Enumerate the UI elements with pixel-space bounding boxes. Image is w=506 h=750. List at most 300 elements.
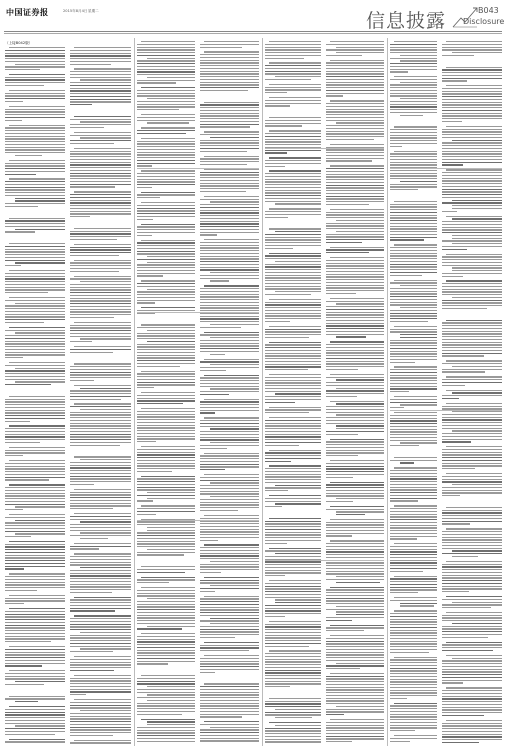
body-text-line	[390, 58, 437, 59]
body-text-line	[137, 678, 195, 679]
body-text-line	[442, 742, 479, 743]
body-text-line	[390, 662, 437, 663]
body-text-line	[5, 709, 65, 710]
body-text-line	[5, 346, 65, 347]
body-text-line	[265, 412, 309, 413]
body-text-line	[137, 416, 195, 417]
body-text-line	[137, 173, 195, 174]
body-text-line	[442, 463, 502, 464]
body-text-line	[80, 521, 131, 522]
body-text-line	[9, 106, 65, 107]
body-text-line	[390, 247, 437, 248]
body-text-line	[200, 121, 259, 122]
body-text-line	[70, 581, 131, 582]
body-text-line	[265, 434, 321, 435]
body-text-line	[70, 99, 131, 100]
body-text-line	[400, 442, 437, 443]
body-text-line	[442, 586, 502, 587]
body-text-line	[80, 648, 131, 649]
body-text-line	[326, 412, 384, 413]
body-text-line	[265, 264, 321, 265]
body-text-line	[210, 354, 225, 355]
body-text-line	[70, 651, 113, 652]
body-text-line	[394, 41, 437, 42]
body-text-line	[265, 248, 293, 249]
body-text-line	[265, 532, 321, 533]
body-text-line	[5, 584, 65, 585]
body-text-line	[5, 600, 65, 601]
body-text-line	[390, 153, 437, 154]
body-text-line	[326, 117, 384, 118]
body-text-line	[200, 607, 259, 608]
body-text-line	[137, 157, 195, 158]
body-text-line	[5, 50, 65, 51]
body-text-line	[442, 663, 502, 664]
body-text-line	[70, 412, 131, 413]
body-text-line	[137, 457, 195, 458]
body-text-line	[147, 530, 195, 531]
body-text-line	[326, 271, 384, 272]
body-text-line	[200, 345, 259, 346]
body-text-line	[442, 492, 502, 493]
body-text-line	[442, 194, 502, 195]
body-text-line	[70, 546, 131, 547]
body-text-line	[330, 719, 384, 720]
body-text-line	[70, 159, 131, 160]
body-text-line	[141, 446, 195, 447]
table-rule	[390, 410, 502, 411]
body-text-line	[442, 626, 502, 627]
body-text-line	[5, 455, 23, 456]
body-text-line	[200, 218, 259, 219]
body-text-line	[265, 730, 321, 731]
body-text-line	[326, 185, 384, 186]
body-text-line	[141, 476, 195, 477]
body-text-line	[326, 698, 384, 699]
body-text-line	[265, 733, 321, 734]
body-text-line	[5, 365, 65, 366]
body-text-line	[394, 505, 437, 506]
body-text-line	[442, 385, 465, 386]
body-text-line	[442, 325, 502, 326]
body-text-line	[269, 417, 321, 418]
body-text-line	[326, 714, 344, 715]
body-text-line	[390, 359, 437, 360]
body-text-line	[269, 228, 321, 229]
body-text-line	[390, 695, 437, 696]
body-text-line	[265, 136, 321, 137]
body-text-line	[452, 602, 502, 603]
body-text-line	[200, 534, 259, 535]
body-text-line	[137, 357, 195, 358]
body-text-line	[200, 697, 259, 698]
body-text-line	[137, 692, 195, 693]
body-text-line	[5, 582, 65, 583]
body-text-line	[200, 316, 259, 317]
body-text-line	[137, 441, 156, 442]
body-text-line	[265, 624, 321, 625]
body-text-line	[390, 445, 419, 446]
body-text-line	[70, 71, 131, 72]
body-text-line	[265, 163, 321, 164]
body-text-line	[147, 289, 195, 290]
body-text-line	[200, 666, 259, 667]
body-text-line	[70, 390, 131, 391]
body-text-line	[326, 350, 384, 351]
body-text-line	[74, 385, 131, 386]
body-text-line	[390, 705, 437, 706]
body-text-line	[74, 699, 131, 700]
body-text-line	[137, 730, 195, 731]
body-text-line	[147, 694, 195, 695]
body-text-line	[326, 179, 384, 180]
body-text-line	[265, 550, 321, 551]
body-text-line	[137, 425, 195, 426]
body-text-line	[5, 305, 65, 306]
body-text-line	[442, 701, 502, 702]
body-text-line	[446, 561, 502, 562]
page-code: B043	[478, 6, 499, 15]
body-text-line	[390, 565, 437, 566]
body-text-line	[5, 379, 65, 380]
body-text-line	[70, 713, 131, 714]
body-text-line	[74, 47, 131, 48]
body-text-line	[390, 239, 424, 240]
body-text-line	[9, 670, 65, 671]
body-text-line	[265, 337, 309, 338]
body-text-line	[390, 304, 437, 305]
body-text-line	[390, 109, 437, 110]
body-text-line	[70, 524, 131, 525]
body-text-line	[147, 598, 195, 599]
body-text-line	[137, 460, 195, 461]
body-text-line	[442, 134, 502, 135]
body-text-line	[265, 310, 321, 311]
body-text-line	[137, 535, 195, 536]
body-text-line	[390, 568, 437, 569]
body-text-line	[394, 280, 437, 281]
body-text-line	[137, 219, 153, 220]
body-text-line	[442, 599, 502, 600]
body-text-line	[70, 271, 119, 272]
body-text-line	[70, 629, 131, 630]
body-text-line	[390, 275, 422, 276]
body-text-line	[265, 739, 321, 740]
body-text-line	[5, 184, 65, 185]
body-text-line	[15, 229, 65, 230]
body-text-line	[442, 151, 502, 152]
body-text-line	[442, 44, 502, 45]
body-text-line	[265, 653, 321, 654]
body-text-line	[147, 700, 195, 701]
body-text-line	[5, 189, 65, 190]
body-text-line	[200, 455, 259, 456]
body-text-line	[390, 269, 437, 270]
body-text-line	[137, 609, 195, 610]
body-text-line	[70, 445, 120, 446]
body-text-line	[15, 506, 65, 507]
body-text-line	[5, 284, 65, 285]
body-text-line	[390, 47, 437, 48]
body-text-line	[442, 363, 502, 364]
body-text-line	[390, 460, 437, 461]
body-text-line	[326, 665, 384, 666]
body-text-line	[70, 573, 131, 574]
body-text-line	[442, 398, 459, 399]
body-text-line	[200, 499, 259, 500]
body-text-line	[336, 576, 384, 577]
body-text-line	[5, 627, 65, 628]
body-text-line	[200, 466, 259, 467]
body-text-line	[137, 606, 195, 607]
body-text-line	[336, 611, 384, 612]
body-text-line	[390, 638, 437, 639]
body-text-line	[70, 96, 131, 97]
body-text-line	[442, 617, 502, 618]
body-text-line	[326, 234, 384, 235]
body-text-line	[5, 281, 65, 282]
body-text-line	[204, 332, 259, 333]
body-text-line	[265, 523, 321, 524]
body-text-line	[326, 727, 384, 728]
body-text-line	[200, 126, 250, 127]
body-text-line	[326, 293, 356, 294]
body-text-line	[326, 68, 384, 69]
body-text-line	[210, 388, 259, 389]
body-text-line	[5, 292, 48, 293]
body-text-line	[5, 203, 65, 204]
body-text-line	[137, 141, 195, 142]
body-text-line	[390, 730, 415, 731]
body-text-line	[5, 319, 65, 320]
body-text-line	[5, 246, 65, 247]
body-text-line	[70, 680, 131, 681]
body-text-line	[5, 165, 65, 166]
body-text-line	[265, 272, 321, 273]
body-text-line	[70, 333, 131, 334]
body-text-line	[446, 507, 502, 508]
body-text-line	[275, 393, 321, 394]
body-text-line	[326, 331, 384, 332]
body-text-line	[390, 716, 437, 717]
body-text-line	[200, 145, 259, 146]
body-text-line	[204, 577, 259, 578]
body-text-line	[442, 145, 502, 146]
body-text-line	[137, 500, 153, 501]
body-text-line	[326, 551, 384, 552]
body-text-line	[74, 322, 131, 323]
body-text-line	[336, 303, 384, 304]
body-text-line	[5, 479, 49, 480]
body-text-line	[452, 235, 502, 236]
body-text-line	[70, 369, 131, 370]
body-text-line	[80, 567, 131, 568]
body-text-line	[200, 634, 259, 635]
body-text-line	[390, 228, 437, 229]
body-text-line	[400, 98, 437, 99]
body-text-line	[265, 629, 321, 630]
body-text-line	[70, 262, 131, 263]
body-text-line	[390, 95, 437, 96]
body-text-line	[70, 705, 131, 706]
body-text-line	[200, 407, 259, 408]
body-text-line	[452, 218, 502, 219]
body-text-line	[5, 376, 65, 377]
body-text-line	[5, 265, 21, 266]
body-text-line	[442, 221, 502, 222]
body-text-line	[74, 675, 131, 676]
body-text-line	[5, 276, 65, 277]
body-text-line	[442, 660, 502, 661]
body-text-line	[390, 508, 437, 509]
body-text-line	[326, 568, 384, 569]
body-text-line	[74, 615, 131, 616]
body-text-line	[137, 641, 195, 642]
body-text-line	[275, 261, 321, 262]
body-text-line	[390, 525, 437, 526]
body-text-line	[5, 638, 65, 639]
body-text-line	[452, 366, 502, 367]
body-text-line	[265, 597, 321, 598]
body-text-line	[74, 228, 131, 229]
body-text-line	[326, 692, 384, 693]
body-text-line	[452, 297, 502, 298]
body-text-line	[70, 689, 131, 690]
body-text-line	[200, 469, 225, 470]
body-text-line	[330, 506, 384, 507]
body-text-line	[442, 159, 502, 160]
body-text-line	[200, 694, 259, 695]
body-text-line	[326, 638, 384, 639]
body-text-line	[5, 622, 65, 623]
body-text-line	[326, 595, 384, 596]
body-text-line	[390, 560, 437, 561]
body-text-line	[326, 617, 384, 618]
body-text-line	[137, 449, 195, 450]
body-text-line	[200, 461, 259, 462]
body-text-line	[446, 320, 502, 321]
body-text-line	[200, 732, 259, 733]
body-text-line	[5, 181, 65, 182]
body-text-line	[442, 178, 502, 179]
body-text-line	[442, 121, 462, 122]
body-text-line	[200, 291, 259, 292]
body-text-line	[442, 328, 502, 329]
body-text-line	[326, 279, 384, 280]
body-text-line	[70, 208, 131, 209]
body-text-line	[5, 69, 40, 70]
body-text-line	[326, 182, 384, 183]
body-text-line	[265, 626, 321, 627]
body-text-line	[400, 55, 437, 56]
body-text-line	[390, 220, 437, 221]
body-text-line	[147, 330, 195, 331]
body-text-line	[390, 522, 437, 523]
body-text-line	[442, 650, 493, 651]
body-text-line	[265, 380, 321, 381]
body-text-line	[15, 681, 65, 682]
body-text-line	[390, 93, 437, 94]
body-text-line	[326, 71, 384, 72]
body-text-line	[70, 205, 131, 206]
body-text-line	[442, 734, 502, 735]
body-text-line	[265, 355, 321, 356]
body-text-line	[200, 223, 259, 224]
body-text-line	[200, 620, 259, 621]
body-text-line	[390, 140, 437, 141]
body-text-line	[5, 223, 65, 224]
body-text-line	[204, 453, 259, 454]
body-text-line	[137, 554, 184, 555]
body-text-line	[70, 90, 131, 91]
body-text-line	[70, 716, 131, 717]
body-text-line	[70, 211, 131, 212]
body-text-line	[5, 174, 36, 175]
body-text-line	[442, 75, 502, 76]
body-text-line	[5, 663, 65, 664]
body-text-line	[265, 214, 321, 215]
body-text-line	[141, 138, 195, 139]
body-text-line	[70, 330, 131, 331]
body-text-line	[326, 668, 360, 669]
body-text-line	[70, 462, 131, 463]
body-text-line	[400, 82, 437, 83]
body-text-line	[265, 583, 321, 584]
body-text-line	[70, 327, 131, 328]
body-text-line	[265, 575, 285, 576]
body-text-line	[204, 721, 259, 722]
body-text-line	[147, 724, 195, 725]
body-text-line	[70, 284, 131, 285]
body-text-line	[265, 358, 321, 359]
body-text-line	[442, 164, 463, 165]
body-text-line	[442, 371, 485, 372]
body-text-line	[326, 263, 384, 264]
body-text-line	[442, 417, 502, 418]
body-text-line	[70, 465, 131, 466]
body-text-line	[5, 495, 65, 496]
body-text-line	[326, 546, 384, 547]
body-text-line	[336, 379, 384, 380]
body-text-line	[390, 255, 437, 256]
body-text-line	[5, 676, 65, 677]
body-text-line	[390, 536, 437, 537]
body-text-line	[80, 281, 131, 282]
body-text-line	[326, 290, 384, 291]
body-text-line	[442, 512, 502, 513]
body-text-line	[70, 352, 113, 353]
body-text-line	[200, 647, 259, 648]
body-text-line	[326, 549, 384, 550]
body-text-line	[326, 228, 384, 229]
body-text-line	[200, 185, 259, 186]
body-text-line	[5, 354, 65, 355]
body-text-line	[326, 573, 384, 574]
body-text-line	[442, 256, 502, 257]
body-text-line	[390, 250, 437, 251]
body-text-line	[5, 734, 55, 735]
body-text-line	[442, 518, 502, 519]
body-text-line	[400, 462, 414, 463]
body-text-line	[326, 106, 384, 107]
body-text-line	[326, 495, 384, 496]
body-text-line	[390, 237, 437, 238]
body-text-line	[442, 460, 502, 461]
body-text-line	[5, 192, 65, 193]
body-text-line	[147, 341, 195, 342]
body-text-line	[137, 71, 195, 72]
body-text-line	[5, 316, 65, 317]
